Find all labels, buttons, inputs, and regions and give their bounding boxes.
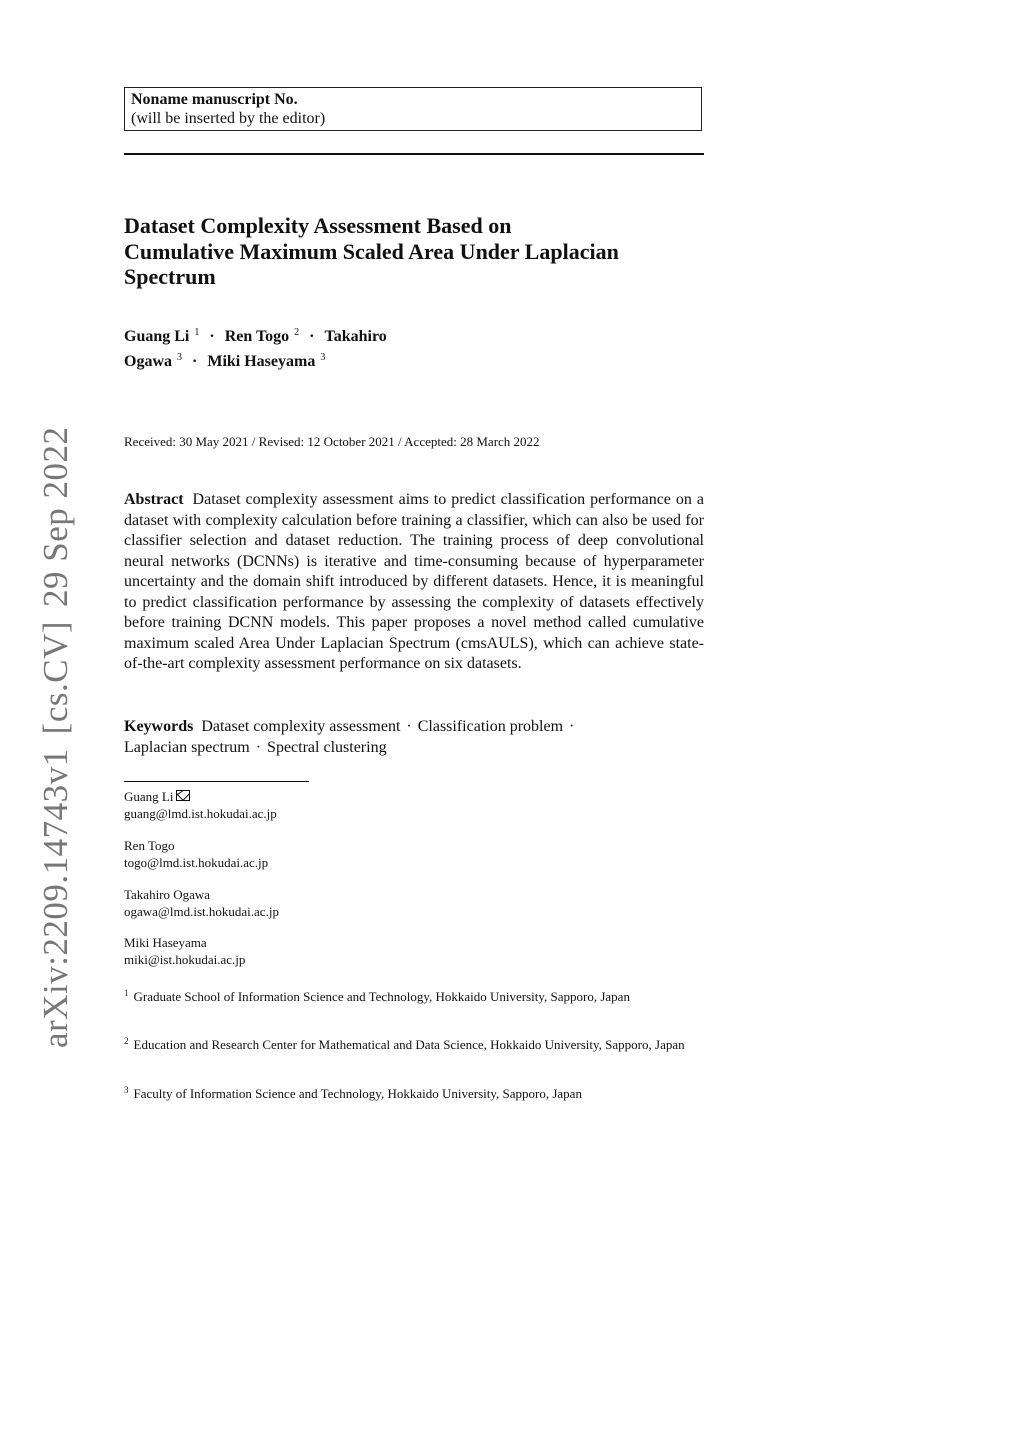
contact-block: [124, 887, 714, 920]
keyword-item: Classification problem: [417, 718, 564, 735]
keyword-item: Spectral clustering: [267, 738, 387, 756]
keyword-item: Laplacian spectrum: [124, 738, 250, 756]
arxiv-date: 29 Sep 2022: [36, 426, 75, 607]
author-name: Ogawa: [124, 353, 172, 370]
keywords: [124, 717, 704, 758]
contact-email[interactable]: miki@ist.hokudai.ac.jp: [124, 951, 246, 967]
arxiv-stamp: [36, 426, 76, 1048]
abstract-heading: Abstract: [124, 491, 184, 508]
affiliation-number: 2: [124, 1036, 129, 1046]
affiliation-number: 1: [124, 988, 129, 998]
title-line-3: Spectrum: [124, 264, 216, 289]
submission-dates: Received: 30 May 2021 / Revised: 12 October 2021 / Accepted: 28 March 2022: [124, 434, 540, 449]
keyword-separator: ·: [406, 718, 412, 735]
affiliation-text: Faculty of Information Science and Technology, Hokkaido University, Sapporo, Japan: [133, 1086, 582, 1101]
footnote-rule: [124, 781, 309, 782]
author-affiliation-mark: 2: [294, 327, 300, 338]
contact-block: [124, 789, 714, 822]
affiliation-text: Education and Research Center for Mathematical and Data Science, Hokkaido University, Sapporo, Japan: [133, 1037, 685, 1052]
arxiv-category: [cs.CV]: [36, 620, 75, 735]
author-affiliation-mark: 3: [177, 352, 182, 363]
keyword-separator: ·: [569, 718, 575, 735]
editor-box: [124, 87, 702, 131]
title-line-2: Cumulative Maximum Scaled Area Under Laplacian: [124, 238, 619, 264]
keywords-heading: Keywords: [124, 718, 194, 735]
editor-note: (will be inserted by the editor): [131, 110, 326, 127]
abstract-text: Dataset complexity assessment aims to predict classification performance on a dataset with complexity calculation before training a classifier, which can also be used for classifier selection and dataset reduction. The training process of deep convolutional neural networks (DCNNs) is iterative and time-consuming because of hyperparameter uncertainty and the domain shift introduced by different datasets. Hence, it is meaningful to predict classification performance by assessing the complexity of datasets effectively before training DCNN models. This paper proposes a novel method called cumulative maximum scaled Area Under Laplacian Spectrum (cmsAULS), which can achieve state-of-the-art complexity assessment performance on six datasets.: [124, 491, 705, 672]
contact-name: Ren Togo: [124, 838, 175, 853]
author-name: Takahiro: [324, 328, 387, 345]
envelope-icon: [176, 790, 190, 801]
keyword-separator: ·: [255, 738, 262, 756]
author-name: Ren Togo: [224, 328, 290, 345]
author-list: Guang Li $^1$ · Ren Togo $^2$ · Takahiro Ogawa $^3$ · Miki Haseyama $^3$: [124, 327, 387, 370]
author-name: Miki Haseyama: [207, 353, 316, 370]
contact-block: [124, 935, 714, 968]
contact-email[interactable]: togo@lmd.ist.hokudai.ac.jp: [124, 854, 269, 870]
affiliation-number: 3: [124, 1085, 129, 1095]
affiliation: [124, 1033, 704, 1054]
affiliation: [124, 1082, 704, 1103]
affiliation-text: Graduate School of Information Science and Technology, Hokkaido University, Sapporo, Japan: [133, 989, 630, 1004]
abstract: [124, 490, 704, 675]
arxiv-id[interactable]: arXiv:2209.14743v1: [36, 748, 75, 1048]
contact-name: Miki Haseyama: [124, 935, 207, 950]
author-affiliation-mark: 1: [194, 327, 200, 338]
paper-title: [124, 213, 714, 290]
header-rule: [124, 153, 704, 155]
contact-name: Takahiro Ogawa: [124, 887, 211, 902]
contact-block: [124, 838, 714, 871]
contact-email[interactable]: guang@lmd.ist.hokudai.ac.jp: [124, 805, 277, 821]
affiliation: [124, 985, 704, 1006]
title-line-1: Dataset Complexity Assessment Based on: [124, 213, 512, 238]
author-name: Guang Li: [124, 328, 190, 345]
manuscript-number-label: Noname manuscript No.: [131, 91, 298, 108]
keyword-item: Dataset complexity assessment: [201, 718, 401, 735]
author-affiliation-mark: 3: [320, 352, 326, 363]
contact-email[interactable]: ogawa@lmd.ist.hokudai.ac.jp: [124, 903, 279, 919]
contact-name: Guang Li: [124, 789, 174, 804]
